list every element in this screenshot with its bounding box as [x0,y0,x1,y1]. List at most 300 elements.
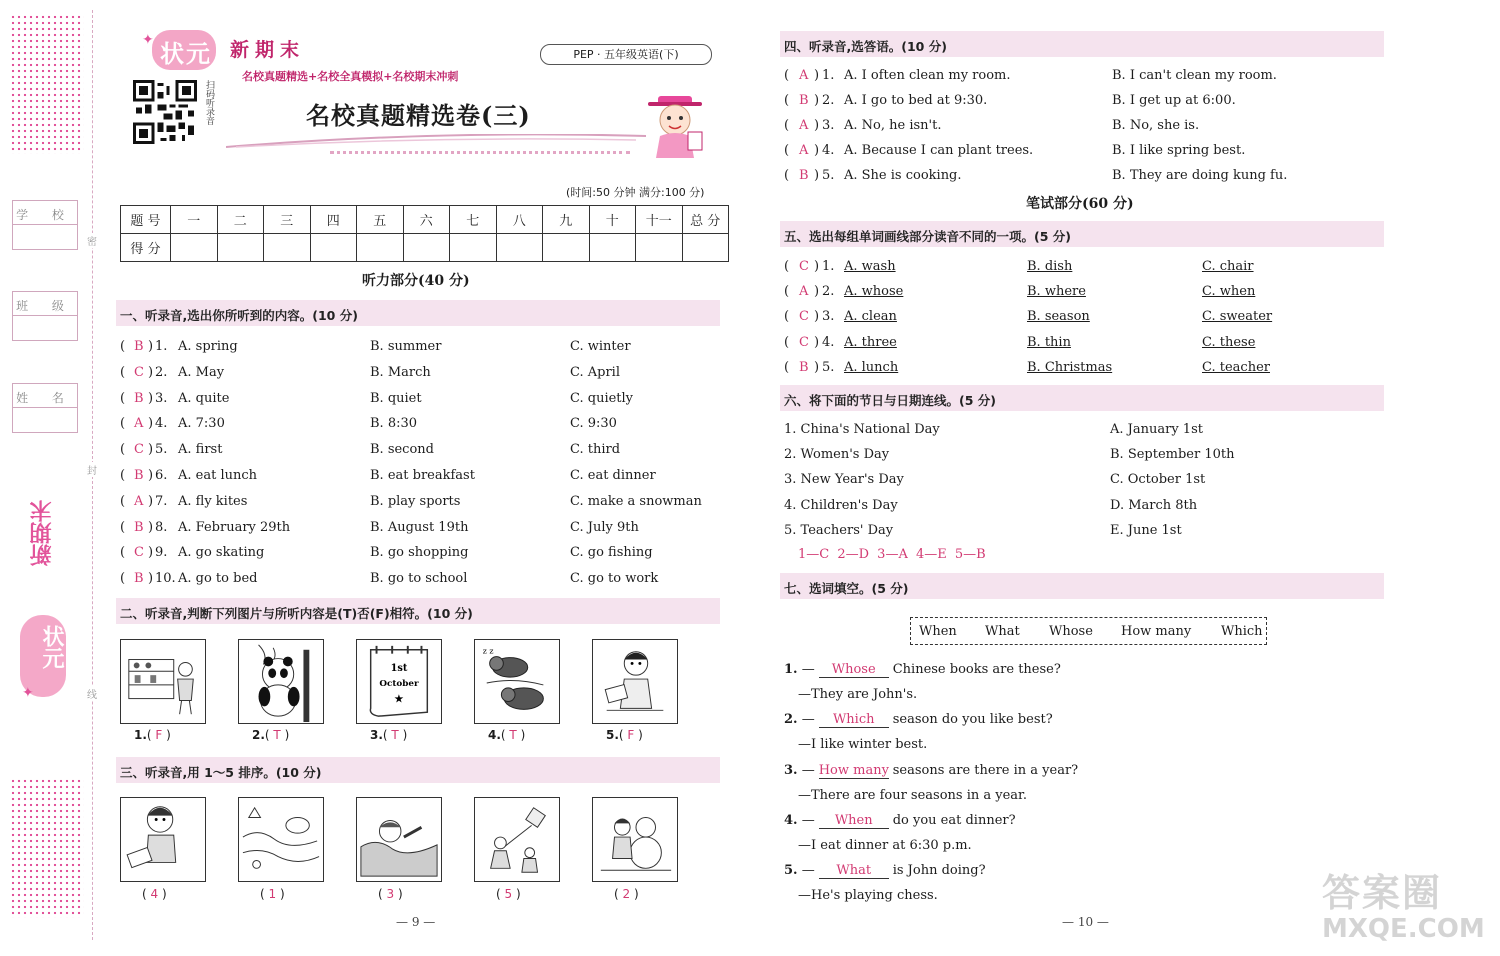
score-cell: 三 [264,206,311,234]
score-cell: 九 [543,206,590,234]
score-input-cell[interactable] [403,234,450,262]
score-table-score-row [121,234,729,262]
date-item[interactable]: E. June 1st [1110,522,1182,538]
order-answer: 3 [386,887,395,901]
header-sparkle-icon: ✦ [142,32,154,48]
title-underline-decoration [226,134,646,148]
score-cell: 题 号 [121,206,171,234]
answer-close-paren: ) [814,259,820,274]
option-a: A. whose [844,284,904,300]
fill-blank-question [784,763,1078,779]
school-field[interactable] [12,200,78,250]
dash: — [797,762,815,778]
sparkle-icon: ✦ [22,685,34,701]
mascot-scholar-icon [640,92,710,162]
order-answer: 5 [504,887,513,901]
option-a: A. May [178,364,225,380]
answer-open-paren: ( [120,571,126,587]
answer-choice[interactable]: A [799,118,809,133]
tf-answer-label[interactable] [606,728,643,742]
option-c: C. April [570,364,620,380]
order-answer-label[interactable] [378,887,403,901]
section7-title: 七、选词填空。(5 分) [784,581,909,596]
option-b: B. summer [370,339,442,354]
score-input-cell[interactable] [264,234,311,262]
question-number: 2. [822,93,835,108]
option-c: C. these [1202,334,1256,350]
section5-title: 五、选出每组单词画线部分读音不同的一项。(5 分) [784,229,1071,244]
name-label: 姓 名 [16,391,74,405]
answer-open-paren: ( [784,359,790,375]
question-text: season do you like best? [892,712,1053,728]
qr-code [133,80,197,144]
question-number: 10. [155,571,176,587]
option-c: C. winter [570,339,631,354]
option-b: B. season [1027,309,1090,325]
answer-close-paren: ) [814,143,820,158]
listening-heading: 听力部分(40 分) [362,273,470,289]
option-a: A. lunch [844,359,899,375]
word-bank-item: Which [1221,624,1263,639]
tf-answer: T [273,728,281,742]
answer-choice[interactable]: B [134,571,144,587]
question-number: 1. [784,662,798,677]
answer-open-paren: ( [120,468,126,483]
option-b: B. where [1027,284,1086,300]
answer-close-paren: ) [148,339,154,354]
date-item[interactable]: B. September 10th [1110,447,1235,463]
score-input-cell[interactable] [310,234,357,262]
option-c: C. 9:30 [570,416,617,432]
option-b: B. I like spring best. [1112,143,1246,158]
question-number: 3. [155,390,168,406]
reply-text: —He's playing chess. [798,888,938,904]
option-c: C. July 9th [570,519,639,535]
answer-close-paren: ) [814,359,820,375]
tf-close-paren: ) [634,728,643,742]
option-a: A. 7:30 [178,416,225,432]
tf-answer: F [155,728,163,742]
option-a: A. I go to bed at 9:30. [844,93,988,108]
answer-close-paren: ) [148,468,154,483]
seal-char-xian: 线 [87,686,97,701]
question-number: 1. [822,259,835,274]
tf-number: 5. [606,728,619,742]
date-item[interactable]: D. March 8th [1110,497,1198,513]
score-cell: 五 [357,206,404,234]
series-title: 新期末 [230,39,306,61]
option-a: A. February 29th [178,519,291,535]
question-number: 2. [155,364,168,380]
reply-text: —I like winter best. [798,737,928,753]
answer-choice[interactable]: C [134,442,144,458]
picture-shop-icon [120,639,206,724]
order-answer-label[interactable] [614,887,639,901]
dash: — [797,863,815,879]
score-input-cell[interactable] [589,234,636,262]
question-text: seasons are there in a year? [892,762,1079,778]
order-answer-label[interactable] [496,887,521,901]
question-number: 5. [822,168,835,183]
reply-text: —There are four seasons in a year. [798,787,1027,803]
option-c: C. third [570,442,621,458]
sidebar-dot-pattern-bottom [10,778,84,918]
festival-item[interactable]: 4. Children's Day [784,497,898,513]
tf-close-paren: ) [162,728,171,742]
question-number: 2. [784,712,798,728]
answer-choice[interactable]: B [799,168,809,183]
order-answer-label[interactable] [260,887,285,901]
score-cell: 二 [217,206,264,234]
reply-text: —They are John's. [798,687,918,702]
answer-close-paren: ) [148,390,154,406]
fill-blank-answer[interactable]: When [819,813,889,829]
option-b: B. August 19th [370,519,469,535]
answer-choice[interactable]: B [134,390,144,406]
option-b: B. They are doing kung fu. [1112,168,1288,183]
question-number: 5. [784,863,798,879]
option-b: B. No, she is. [1112,118,1200,133]
answer-open-paren: ( [784,118,790,133]
picture-kite-flying-icon [474,797,560,882]
picture-sleeping-bears-icon [474,639,560,724]
section6-title: 六、将下面的节日与日期连线。(5 分) [784,393,996,408]
section2-title: 二、听录音,判断下列图片与所听内容是(T)否(F)相符。(10 分) [120,606,473,621]
option-b: B. I get up at 6:00. [1112,93,1236,108]
order-open-paren: ( [614,887,623,901]
answer-close-paren: ) [148,416,154,432]
page-number-left: — 9 — [396,915,436,929]
answer-open-paren: ( [120,416,126,432]
class-divider [13,315,77,316]
tf-number: 1. [134,728,147,742]
name-divider [13,407,77,408]
answer-choice[interactable]: A [799,284,809,300]
answer-choice[interactable]: B [134,339,144,354]
option-c: C. eat dinner [570,468,656,483]
question-number: 3. [822,118,835,133]
answer-close-paren: ) [814,68,820,83]
order-open-paren: ( [260,887,269,901]
fill-blank-question [784,712,1053,728]
answer-open-paren: ( [784,93,790,108]
class-label: 班 级 [16,299,74,313]
tf-open-paren: ( [264,728,274,742]
answer-choice[interactable]: B [799,93,809,108]
answer-open-paren: ( [784,259,790,274]
answer-choice[interactable]: A [799,143,809,158]
answer-close-paren: ) [148,364,154,380]
answer-close-paren: ) [814,118,820,133]
picture-snowman-icon [592,797,678,882]
tf-open-paren: ( [618,728,628,742]
fill-blank-answer[interactable]: Whose [819,662,889,678]
answer-close-paren: ) [814,284,820,300]
sidebar-dot-pattern-top [10,14,84,154]
tf-answer: T [509,728,517,742]
question-number: 4. [155,416,168,432]
answer-open-paren: ( [784,143,790,158]
answer-open-paren: ( [120,545,126,561]
title-dash-decoration [330,151,630,154]
dash: — [797,812,815,828]
fill-blank-question [784,813,1016,829]
answer-choice[interactable]: C [134,545,144,561]
score-input-cell[interactable] [450,234,497,262]
order-answer: 4 [150,887,159,901]
option-b: B. second [370,442,434,458]
section6-answer: 1—C 2—D 3—A 4—E 5—B [798,547,986,562]
option-b: B. play sports [370,493,461,509]
word-bank-item: How many [1121,624,1192,639]
option-a: A. spring [178,339,238,354]
order-close-paren: ) [158,887,167,901]
answer-close-paren: ) [148,545,154,561]
dash: — [797,662,815,677]
answer-choice[interactable]: A [134,416,144,432]
answer-choice[interactable]: B [799,359,809,375]
date-item[interactable]: C. October 1st [1110,472,1206,488]
option-a: A. wash [844,259,896,274]
fill-blank-answer[interactable]: Which [819,712,889,728]
seal-char-feng: 封 [87,462,97,477]
answer-close-paren: ) [148,493,154,509]
question-number: 3. [784,762,798,778]
option-b: B. go shopping [370,545,469,561]
calendar-month: October [379,678,419,689]
answer-choice[interactable]: C [134,364,144,380]
option-a: A. first [178,442,223,458]
option-a: A. She is cooking. [844,168,962,183]
option-c: C. quietly [570,390,634,406]
tf-answer-label[interactable] [252,728,289,742]
question-number: 5. [822,359,835,375]
picture-girl-reading-icon [592,639,678,724]
answer-open-paren: ( [784,309,790,325]
section3-title: 三、听录音,用 1～5 排序。(10 分) [120,765,322,780]
score-input-cell[interactable] [357,234,404,262]
fill-blank-answer[interactable]: How many [818,762,889,778]
option-b: B. dish [1027,259,1073,274]
answer-open-paren: ( [784,68,790,83]
school-divider [13,224,77,225]
score-cell: 七 [450,206,497,234]
score-input-cell[interactable] [682,234,729,262]
score-cell: 十一 [636,206,683,234]
answer-open-paren: ( [120,493,126,509]
option-b: B. eat breakfast [370,468,475,483]
tf-answer-label[interactable] [488,728,525,742]
question-number: 6. [155,468,168,483]
tf-answer-label[interactable] [370,728,407,742]
written-heading: 笔试部分(60 分) [1026,196,1134,212]
answer-open-paren: ( [784,334,790,350]
tf-close-paren: ) [398,728,408,742]
score-input-cell[interactable] [636,234,683,262]
tf-close-paren: ) [280,728,290,742]
order-open-paren: ( [378,887,387,901]
option-c: C. go to work [570,571,659,587]
option-b: B. I can't clean my room. [1112,68,1277,83]
seal-char-mi: 密 [87,233,97,248]
tf-answer-label[interactable] [134,728,171,742]
tf-open-paren: ( [500,728,510,742]
time-info: (时间:50 分钟 满分:100 分) [566,186,705,199]
question-number: 3. [822,309,835,325]
qr-caption: 扫码听录音 [204,80,214,125]
option-a: A. go to bed [178,571,258,587]
question-number: 4. [822,143,835,158]
score-cell: 十 [589,206,636,234]
question-number: 4. [822,334,835,350]
question-number: 5. [155,442,168,458]
fill-blank-answer[interactable]: What [819,863,889,879]
order-open-paren: ( [142,887,151,901]
option-c: C. make a snowman [570,493,702,509]
score-input-cell[interactable] [543,234,590,262]
option-b: B. 8:30 [370,416,418,432]
order-open-paren: ( [496,887,505,901]
answer-choice[interactable]: B [134,468,144,483]
tf-answer: F [627,728,635,742]
score-input-cell[interactable] [171,234,218,262]
question-number: 4. [784,812,798,828]
festival-item[interactable]: 3. New Year's Day [784,472,904,488]
score-cell: 八 [496,206,543,234]
answer-open-paren: ( [120,442,126,458]
svg-text:★: ★ [393,691,405,706]
word-bank [910,617,1267,645]
option-a: A. No, he isn't. [844,118,942,133]
answer-close-paren: ) [148,519,154,535]
picture-panda-icon [238,639,324,724]
option-b: B. go to school [370,571,468,587]
score-row-label: 得 分 [121,234,171,262]
score-cell: 总 分 [682,206,729,234]
option-a: A. I often clean my room. [844,68,1011,83]
date-item[interactable]: A. January 1st [1110,422,1203,437]
score-cell: 一 [171,206,218,234]
answer-open-paren: ( [120,390,126,406]
tf-answer: T [391,728,399,742]
festival-item[interactable]: 5. Teachers' Day [784,522,894,538]
question-text: do you eat dinner? [892,812,1016,828]
tf-close-paren: ) [516,728,526,742]
answer-choice[interactable]: C [799,259,809,274]
svg-text:z z: z z [482,646,494,656]
score-cell: 四 [310,206,357,234]
option-a: A. Because I can plant trees. [844,143,1034,158]
answer-close-paren: ) [814,93,820,108]
answer-choice[interactable]: A [799,68,809,83]
score-cell: 六 [403,206,450,234]
option-b: B. thin [1027,334,1071,350]
answer-choice[interactable]: C [799,309,809,325]
order-close-paren: ) [394,887,403,901]
page-number-right: — 10 — [1062,915,1109,929]
question-number: 8. [155,519,168,535]
paper-title: 名校真题精选卷(三) [306,101,531,130]
option-a: A. quite [178,390,230,406]
tf-number: 4. [488,728,501,742]
answer-close-paren: ) [814,309,820,325]
score-input-cell[interactable] [217,234,264,262]
answer-open-paren: ( [784,168,790,183]
option-c: C. go fishing [570,545,653,561]
fill-blank-question [784,863,986,879]
word-bank-item: Whose [1049,624,1093,639]
header-subtitle: 名校真题精选+名校全真模拟+名校期末冲刺 [242,70,459,83]
header-logo-text: 状元 [160,40,212,68]
score-input-cell[interactable] [496,234,543,262]
answer-open-paren: ( [120,364,126,380]
tf-number: 2. [252,728,265,742]
question-number: 1. [822,68,835,83]
question-text: Chinese books are these? [892,662,1061,677]
question-number: 1. [155,339,168,354]
calendar-day: 1st [390,663,408,675]
name-field[interactable] [12,383,78,433]
answer-choice[interactable]: A [134,493,144,509]
picture-river-scene-icon [238,797,324,882]
section1-title: 一、听录音,选出你所听到的内容。(10 分) [120,308,358,323]
sidebar-brand-vertical: 新期末 [30,500,55,566]
class-field[interactable] [12,291,78,341]
answer-open-paren: ( [784,284,790,300]
option-a: A. eat lunch [178,468,258,483]
option-c: C. teacher [1202,359,1270,375]
option-b: B. March [370,364,431,380]
score-table [120,205,729,262]
edition-tag: PEP · 五年级英语(下) [540,44,712,65]
answer-choice[interactable]: B [134,519,144,535]
option-c: C. chair [1202,259,1254,274]
section4-title: 四、听录音,选答语。(10 分) [784,39,947,54]
festival-item[interactable]: 1. China's National Day [784,422,940,437]
word-bank-item: When [919,624,957,639]
school-label: 学 校 [16,208,74,222]
option-b: B. quiet [370,390,422,406]
option-a: A. fly kites [178,493,248,509]
watermark-url: MXQE.COM [1322,914,1485,944]
watermark-logo: 答案圈 [1322,871,1443,915]
picture-boy-reading-icon [120,797,206,882]
question-number: 2. [822,284,835,300]
answer-close-paren: ) [148,571,154,587]
option-c: C. when [1202,284,1256,300]
option-a: A. clean [844,309,897,325]
answer-choice[interactable]: C [799,334,809,350]
reply-text: —I eat dinner at 6:30 p.m. [798,837,972,853]
fill-blank-question [784,662,1061,678]
tf-open-paren: ( [382,728,392,742]
question-number: 9. [155,545,168,561]
word-bank-item: What [985,624,1020,639]
option-c: C. sweater [1202,309,1273,325]
option-a: A. three [844,334,897,350]
tf-number: 3. [370,728,383,742]
order-answer-label[interactable] [142,887,167,901]
festival-item[interactable]: 2. Women's Day [784,447,890,463]
picture-calendar-icon [356,639,442,724]
picture-swimming-icon [356,797,442,882]
answer-open-paren: ( [120,339,126,354]
answer-close-paren: ) [814,334,820,350]
option-a: A. go skating [178,545,265,561]
question-number: 7. [155,493,168,509]
answer-close-paren: ) [148,442,154,458]
option-b: B. Christmas [1027,359,1113,375]
